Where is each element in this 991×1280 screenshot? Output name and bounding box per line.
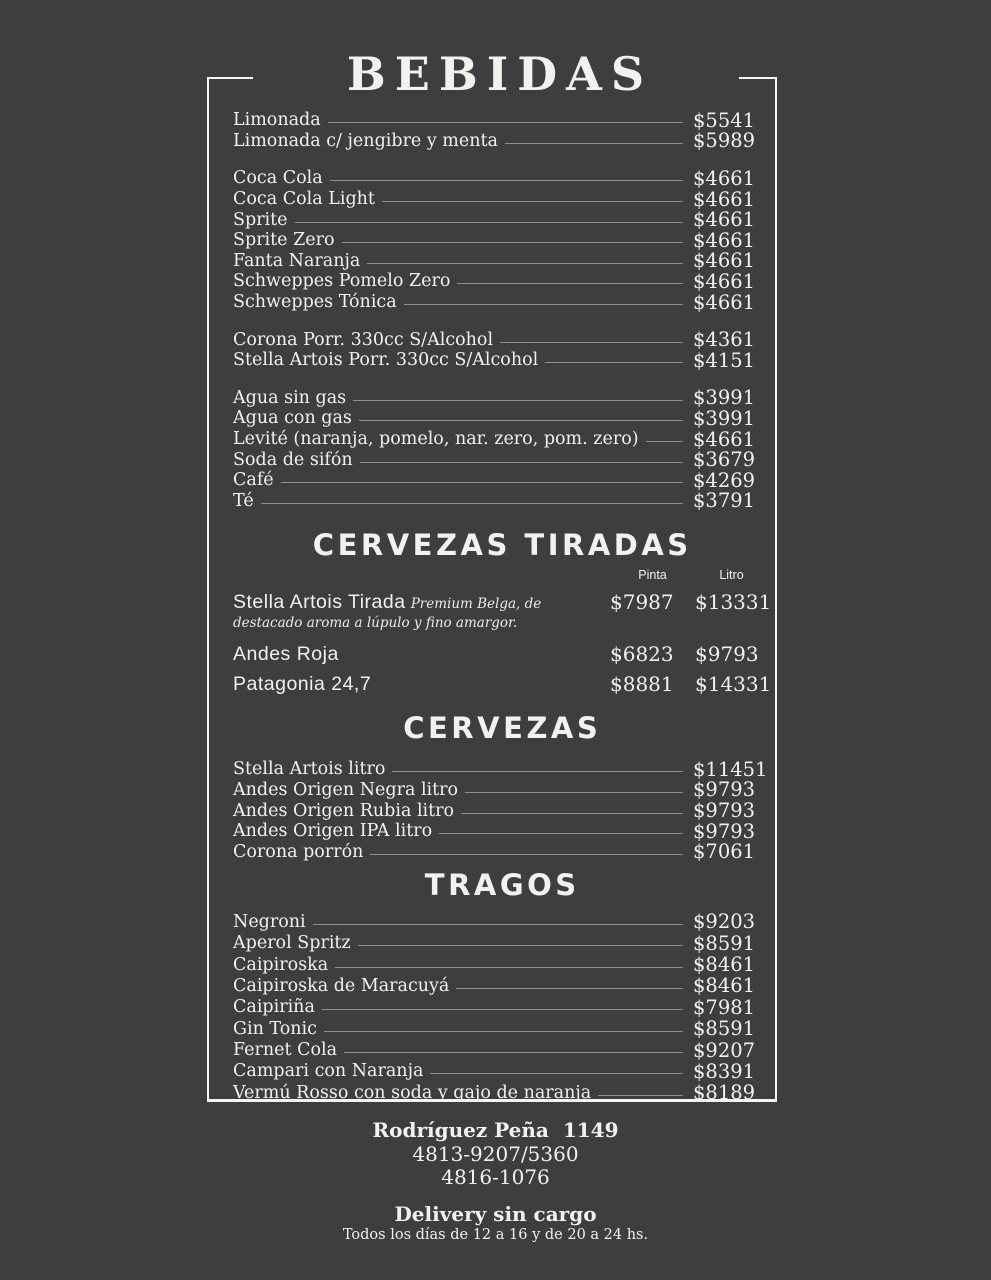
item-label: Limonada c/ jengibre y menta xyxy=(233,130,498,151)
leader-line xyxy=(461,813,683,814)
item-price: $8189 xyxy=(693,1081,756,1105)
leader-line xyxy=(545,362,683,363)
item-label: Corona porrón xyxy=(233,841,364,862)
item-price: $4269 xyxy=(693,468,756,492)
item-price-pinta: $8881 xyxy=(610,672,674,697)
item-label: Agua sin gas xyxy=(233,387,347,408)
item-label: Caipiroska de Maracuyá xyxy=(233,975,450,996)
item-label: Gin Tonic xyxy=(233,1018,317,1039)
item-label: Schweppes Tónica xyxy=(233,292,397,313)
item-label: Vermú Rosso con soda y gajo de naranja xyxy=(233,1082,592,1103)
menu-title: BEBIDAS xyxy=(346,47,654,101)
leader-line xyxy=(342,242,683,243)
item-label: Fernet Cola xyxy=(233,1040,338,1061)
item-label: Agua con gas xyxy=(233,408,352,429)
item-label: Corona Porr. 330cc S/Alcohol xyxy=(233,329,494,350)
item-price: $7981 xyxy=(693,995,756,1019)
item-price: $4661 xyxy=(693,187,756,211)
item-price-pinta: $7987 xyxy=(610,590,674,615)
leader-line xyxy=(456,988,683,989)
item-price: $5541 xyxy=(693,108,756,132)
leader-line xyxy=(404,304,683,305)
menu-item-row xyxy=(233,841,768,862)
leader-line xyxy=(295,222,683,223)
menu-item-row xyxy=(233,1061,768,1082)
item-label: Limonada xyxy=(233,110,321,131)
item-label: Caipiriña xyxy=(233,997,315,1018)
leader-line xyxy=(261,503,683,504)
leader-line xyxy=(465,792,683,793)
menu-item-row xyxy=(233,110,768,131)
leader-line xyxy=(367,263,683,264)
menu-item-row xyxy=(233,975,768,996)
tiradas-column-headers xyxy=(233,568,768,583)
item-label: Stella Artois litro xyxy=(233,759,386,780)
menu-item-row xyxy=(233,470,768,491)
menu-item-row xyxy=(233,408,768,429)
item-price: $4361 xyxy=(693,328,756,352)
item-label: Café xyxy=(233,470,274,491)
item-label: Aperol Spritz xyxy=(233,933,351,954)
menu-item-row xyxy=(233,821,768,842)
item-price: $5989 xyxy=(693,129,756,153)
tiradas-item-row xyxy=(233,590,772,632)
menu-item-row xyxy=(233,932,768,953)
item-price-litro: $9793 xyxy=(695,642,759,667)
footer-address: Rodríguez Peña 1149 xyxy=(372,1118,619,1142)
item-label: Sprite Zero xyxy=(233,230,335,251)
item-price: $3991 xyxy=(693,406,756,430)
item-label: Stella Artois Porr. 330cc S/Alcohol xyxy=(233,350,539,371)
item-price: $4661 xyxy=(693,290,756,314)
item-price: $3791 xyxy=(693,489,756,513)
menu-item-row xyxy=(233,800,768,821)
menu-item-row xyxy=(233,997,768,1018)
leader-line xyxy=(646,441,683,442)
menu-item-row xyxy=(233,271,768,292)
item-label: Andes Origen Negra litro xyxy=(233,779,459,800)
leader-line xyxy=(322,1009,683,1010)
item-price: $9207 xyxy=(693,1038,756,1062)
item-price: $7061 xyxy=(693,840,756,864)
item-price: $8591 xyxy=(693,1017,756,1041)
item-price: $8461 xyxy=(693,953,756,977)
item-label: Coca Cola xyxy=(233,168,323,189)
item-label: Caipiroska xyxy=(233,954,329,975)
leader-line xyxy=(353,400,683,401)
tragos-group xyxy=(233,911,768,1104)
item-price: $4661 xyxy=(693,166,756,190)
item-label: Té xyxy=(233,490,254,511)
menu-item-row xyxy=(233,911,768,932)
item-price: $4661 xyxy=(693,249,756,273)
leader-line xyxy=(457,283,683,284)
footer-phone-1: 4813-9207/5360 xyxy=(412,1142,579,1166)
leader-line xyxy=(370,854,683,855)
menu-item-row xyxy=(233,1082,768,1103)
leader-line xyxy=(359,420,683,421)
item-label: Schweppes Pomelo Zero xyxy=(233,271,451,292)
item-label: Campari con Naranja xyxy=(233,1061,424,1082)
item-label: Fanta Naranja xyxy=(233,250,361,271)
column-header-pinta: Pinta xyxy=(638,568,667,583)
section-heading-cervezas: CERVEZAS xyxy=(403,711,602,746)
item-price: $9793 xyxy=(693,799,756,823)
menu-footer xyxy=(0,1118,991,1244)
item-label: Levité (naranja, pomelo, nar. zero, pom. zero) xyxy=(233,429,639,450)
item-price-litro: $14331 xyxy=(695,672,772,697)
menu-item-row xyxy=(233,1018,768,1039)
item-label: Soda de sifón xyxy=(233,449,353,470)
item-description: Premium Belga, de destacado aroma a lúpulo y fino amargor. xyxy=(233,596,542,632)
menu-item-row xyxy=(233,189,768,210)
section-heading-cervezas-tiradas: CERVEZAS TIRADAS xyxy=(312,528,692,563)
footer-hours: Todos los días de 12 a 16 y de 20 a 24 hs. xyxy=(342,1227,649,1243)
leader-line xyxy=(330,180,683,181)
leader-line xyxy=(382,201,683,202)
leader-line xyxy=(328,122,683,123)
item-price: $8591 xyxy=(693,931,756,955)
leader-line xyxy=(313,924,683,925)
bebidas-group-1 xyxy=(233,110,768,151)
menu-item-row xyxy=(233,230,768,251)
menu-item-row xyxy=(233,168,768,189)
item-price-litro: $13331 xyxy=(695,590,772,615)
menu-item-row xyxy=(233,429,768,450)
leader-line xyxy=(505,143,683,144)
leader-line xyxy=(324,1031,683,1032)
item-label: Sprite xyxy=(233,209,288,230)
menu-item-row xyxy=(233,292,768,313)
menu-item-row xyxy=(233,1039,768,1060)
menu-item-row xyxy=(233,350,768,371)
item-price: $3991 xyxy=(693,386,756,410)
column-header-litro: Litro xyxy=(719,568,744,583)
menu-item-row xyxy=(233,954,768,975)
item-price: $4661 xyxy=(693,208,756,232)
spacer xyxy=(233,568,610,583)
item-name xyxy=(233,643,610,665)
bebidas-group-4 xyxy=(233,388,768,512)
leader-line xyxy=(439,833,683,834)
menu-item-row xyxy=(233,780,768,801)
menu-item-row xyxy=(233,491,768,512)
leader-line xyxy=(598,1095,683,1096)
menu-item-row xyxy=(233,251,768,272)
item-price: $4661 xyxy=(693,427,756,451)
item-label: Patagonia 24,7 xyxy=(233,673,372,696)
tiradas-item-row xyxy=(233,672,772,697)
item-price: $4151 xyxy=(693,348,756,372)
item-label: Coca Cola Light xyxy=(233,189,375,210)
leader-line xyxy=(335,967,683,968)
item-label: Andes Origen IPA litro xyxy=(233,821,433,842)
item-price: $8391 xyxy=(693,1060,756,1083)
menu-item-row xyxy=(233,209,768,230)
leader-line xyxy=(281,482,683,483)
leader-line xyxy=(344,1052,683,1053)
leader-line xyxy=(392,771,683,772)
menu-item-row xyxy=(233,759,768,780)
menu-content xyxy=(233,108,772,1105)
menu-item-row xyxy=(233,388,768,409)
bebidas-group-2 xyxy=(233,168,768,312)
cervezas-group xyxy=(233,759,768,862)
item-price: $4661 xyxy=(693,269,756,293)
item-label: Andes Origen Rubia litro xyxy=(233,800,455,821)
item-price-pinta: $6823 xyxy=(610,642,674,667)
item-price: $9793 xyxy=(693,778,756,802)
item-price: $11451 xyxy=(693,757,768,781)
item-price: $4661 xyxy=(693,228,756,252)
footer-delivery-note: Delivery sin cargo xyxy=(394,1202,597,1226)
leader-line xyxy=(500,342,683,343)
item-price: $3679 xyxy=(693,448,756,472)
menu-item-row xyxy=(233,449,768,470)
item-label: Stella Artois Tirada xyxy=(233,591,406,614)
leader-line xyxy=(430,1073,683,1074)
section-heading-tragos: TRAGOS xyxy=(424,868,580,903)
leader-line xyxy=(358,945,683,946)
item-name xyxy=(233,591,610,632)
item-label: Negroni xyxy=(233,911,306,932)
item-price: $9203 xyxy=(693,910,756,934)
item-price: $8461 xyxy=(693,974,756,998)
item-label: Andes Roja xyxy=(233,643,339,666)
leader-line xyxy=(360,462,683,463)
menu-item-row xyxy=(233,329,768,350)
menu-item-row xyxy=(233,131,768,152)
footer-phone-2: 4816-1076 xyxy=(441,1165,550,1189)
bebidas-group-3 xyxy=(233,329,768,370)
item-price: $9793 xyxy=(693,819,756,843)
tiradas-item-row xyxy=(233,643,768,665)
item-name xyxy=(233,673,610,695)
